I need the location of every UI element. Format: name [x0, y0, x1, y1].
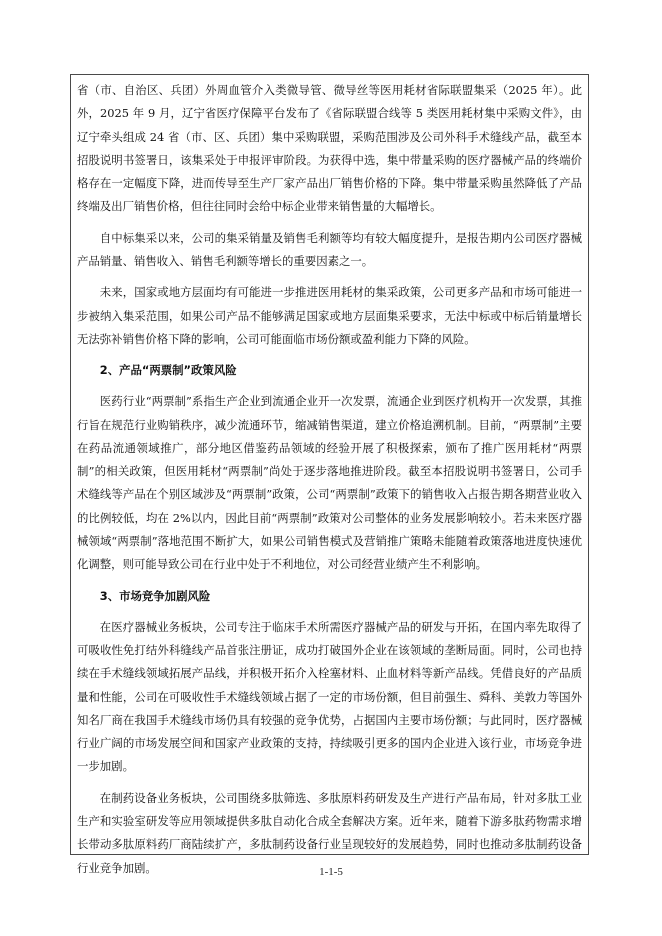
paragraph-centralized-procurement-cont: 省（市、自治区、兵团）外周血管介入类微导管、微导丝等医用耗材省际联盟集采（2025 年）。此外，2025 年 9 月，辽宁省医疗保障平台发布了《省际联盟合线等 5 类医用耗材集中采购文件》，由辽宁牵头组成 24 省（市、区、兵团）集中采购联盟，采购范围涉及公司外科手术缝线产品，截至本招股说明书签署日，该集采处于申报评审阶段。为获得中选，集中带量采购的医疗器械产品的终端价格存在一定幅度下降，进而传导至生产厂家产品出厂销售价格的下降。集中带量采购虽然降低了产品终端及出厂销售价格，但往往同时会给中标企业带来销售量的大幅增长。 [77, 83, 582, 214]
section-heading-market-competition: 3、市场竞争加剧风险 [99, 588, 211, 603]
page-number: 1-1-5 [319, 866, 343, 878]
paragraph-procurement-impact: 自中标集采以来，公司的集采销量及销售毛利额等均有较大幅度提升，是报告期内公司医疗器械产品销量、销售收入、销售毛利额等增长的重要因素之一。 [77, 230, 582, 269]
section-heading-two-invoice-policy: 2、产品“两票制”政策风险 [99, 363, 237, 378]
paragraph-pharma-equipment-competition: 在制药设备业务板块，公司围绕多肽筛选、多肽原料药研发及生产进行产品布局，针对多肽工业生产和实验室研发等应用领域提供多肽自动化合成全套解决方案。近年来，随着下游多肽药物需求增长带动多肽原料药厂商陆续扩产，多肽制药设备行业呈现较好的发展趋势，同时也推动多肽制药设备行业竞争加剧。 [77, 790, 582, 875]
paragraph-two-invoice-policy: 医药行业“两票制”系指生产企业到流通企业开一次发票，流通企业到医疗机构开一次发票，其推行旨在规范行业购销秩序，减少流通环节，缩减销售渠道，建立价格追溯机制。目前，“两票制”主要在药品流通领域推广，部分地区借鉴药品领域的经验开展了积极探索，颁布了推广医用耗材“两票制”的相关政策，但医用耗材“两票制”尚处于逐步落地推进阶段。截至本招股说明书签署日，公司手术缝线等产品在个别区域涉及“两票制”政策，公司“两票制”政策下的销售收入占报告期各期营业收入的比例较低，均在 2%以内，因此目前“两票制”政策对公司整体的业务发展影响较小。若未来医疗器械领域“两票制”落地范围不断扩大，如果公司销售模式及营销推广策略未能随着政策落地进度快速优化调整，则可能导致公司在行业中处于不利地位，对公司经营业绩产生不利影响。 [77, 394, 582, 572]
paragraph-procurement-risk: 未来，国家或地方层面均有可能进一步推进医用耗材的集采政策，公司更多产品和市场可能进一步被纳入集采范围，如果公司产品不能够满足国家或地方层面集采要求，无法中标或中标后销量增长无法弥补销售价格下降的影响，公司可能面临市场份额或盈利能力下降的风险。 [77, 285, 582, 346]
document-content [71, 75, 588, 880]
paragraph-medical-device-competition: 在医疗器械业务板块，公司专注于临床手术所需医疗器械产品的研发与开拓，在国内率先取得了可吸收性免打结外科缝线产品首张注册证，成功打破国外企业在该领域的垄断局面。同时，公司也持续在手术缝线领域拓展产品线，并积极开拓介入栓塞材料、止血材料等新产品线。凭借良好的产品质量和性能，公司在可吸收性手术缝线领域占据了一定的市场份额，但目前强生、舜科、美敦力等国外知名厂商在我国手术缝线市场仍具有较强的竞争优势，占据国内主要市场份额；与此同时，医疗器械行业广阔的市场发展空间和国家产业政策的支持，持续吸引更多的国内企业进入该行业，市场竞争进一步加剧。 [77, 619, 582, 774]
